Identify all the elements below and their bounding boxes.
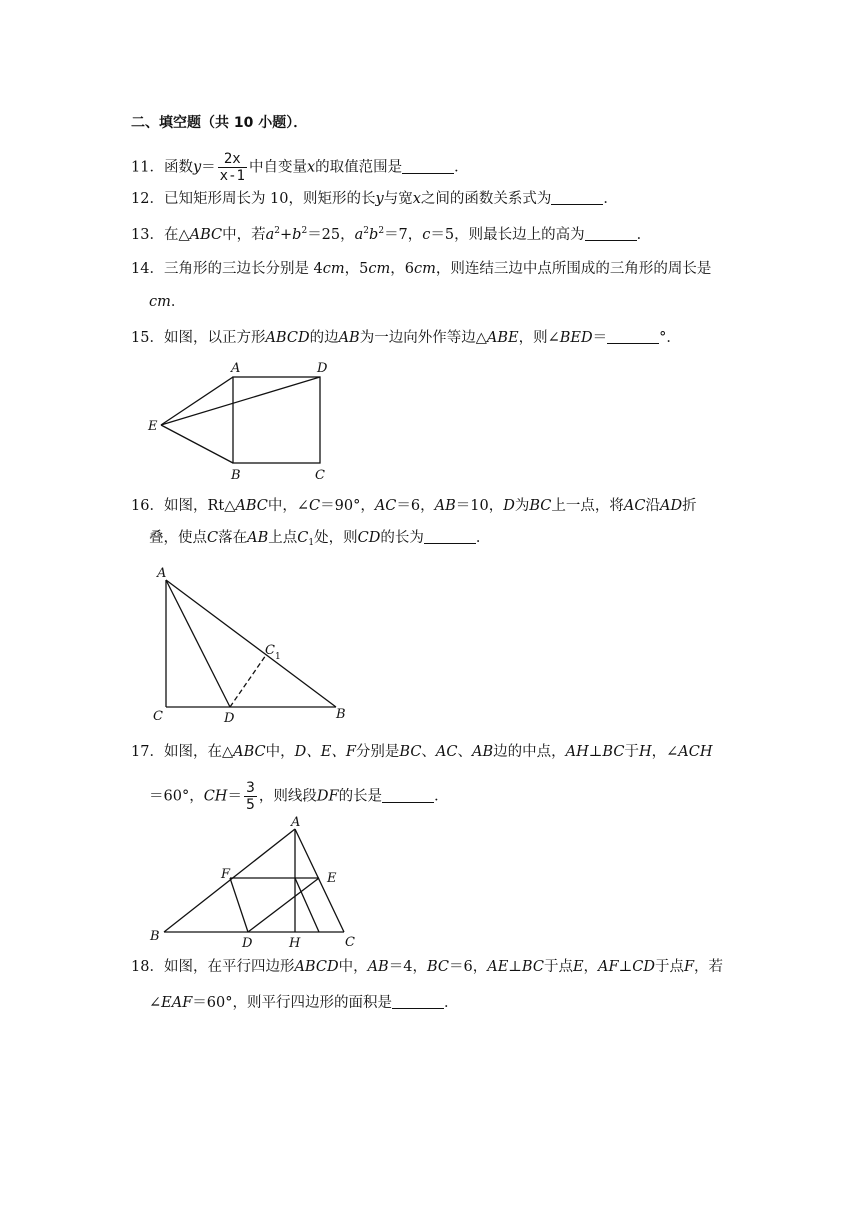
q17-ah: AH	[565, 744, 589, 760]
question-14-line2	[149, 292, 185, 312]
q16-text: 如图，Rt△	[163, 498, 236, 514]
question-16-line2	[149, 528, 490, 548]
q15-answer-blank[interactable]	[607, 329, 659, 344]
q16-c1: C	[297, 530, 309, 546]
q17-def: D、E、F	[294, 744, 356, 760]
q17-frac-num: 3	[245, 780, 255, 796]
fig17-segment-internal	[295, 878, 319, 932]
q18-end: ．	[443, 995, 459, 1011]
q13-b: b	[292, 227, 302, 243]
q12-answer-blank[interactable]	[551, 190, 603, 205]
q15-t1: 的边	[309, 330, 339, 346]
figure-16-right-triangle	[148, 562, 358, 727]
q15-end: °．	[659, 330, 681, 346]
q14-end: ．	[170, 294, 186, 310]
q18-l2b: ＝60°，则平行四边形的面积是	[192, 995, 392, 1011]
figure-15-square-triangle	[140, 355, 340, 485]
q11-frac-den: x-1	[219, 168, 245, 184]
q16-end: ．	[475, 530, 491, 546]
q11-end: ．	[454, 159, 469, 176]
fig17-label-F: F	[221, 867, 231, 882]
q11-eq: ＝	[201, 159, 216, 176]
q12-mid: 与宽	[383, 191, 413, 207]
q13-abc: ABC	[189, 227, 223, 243]
question-12	[131, 189, 618, 209]
q11-var-x: x	[306, 159, 316, 176]
q13-sup: 2	[378, 226, 385, 236]
fig15-side-EA	[161, 377, 233, 425]
q18-t1: 中，	[338, 959, 368, 975]
q11-fraction	[218, 151, 247, 184]
q17-t3: 边的中点，	[493, 744, 566, 760]
q18-e: E	[572, 959, 584, 975]
fig15-side-EB	[161, 425, 233, 463]
q12-var-x: x	[412, 191, 421, 207]
fig17-label-A: A	[291, 815, 301, 830]
q17-l2c: ，则线段	[258, 788, 317, 805]
q16-t3: ＝6，	[396, 498, 435, 514]
q16-ac: AC	[374, 498, 397, 514]
q11-number: 11．	[131, 159, 164, 176]
q13-a: a	[354, 227, 364, 243]
fig17-segment-DE	[248, 878, 319, 932]
q16-ac: AC	[623, 498, 646, 514]
q13-c: c	[422, 227, 431, 243]
q18-t5: 于点	[654, 959, 684, 975]
fig16-side-AB	[166, 580, 336, 707]
q13-number: 13．	[131, 227, 164, 243]
q17-h: H	[638, 744, 652, 760]
q11-post: 的取值范围是	[315, 159, 403, 176]
q15-text: 如图，以正方形	[163, 330, 266, 346]
fig16-segment-AD	[166, 580, 230, 707]
q17-t2: 分别是	[355, 744, 400, 760]
q16-c1-sub: 1	[308, 538, 315, 548]
q16-answer-blank[interactable]	[424, 529, 476, 544]
fig15-segment-ED	[161, 377, 320, 425]
q16-t8: 折	[682, 498, 697, 514]
q16-bc: BC	[529, 498, 552, 514]
q14-unit: cm	[322, 261, 345, 277]
q18-t4: ⊥	[618, 959, 633, 975]
q17-t5: 于	[624, 744, 639, 760]
fig16-label-A: A	[157, 566, 167, 581]
q17-ab: AB	[472, 744, 494, 760]
q18-eaf: EAF	[161, 995, 193, 1011]
q16-cd: CD	[357, 530, 381, 546]
q17-bc: BC	[399, 744, 422, 760]
q13-a: a	[265, 227, 275, 243]
q17-ch: CH	[203, 788, 228, 805]
q16-c: C	[207, 530, 219, 546]
q15-ab: AB	[338, 330, 360, 346]
q11-text: 函数	[163, 159, 193, 176]
q14-text: 三角形的三边长分别是 4	[163, 261, 323, 277]
q16-number: 16．	[131, 498, 164, 514]
q16-l2d: 处，则	[314, 530, 358, 546]
q18-bc: BC	[426, 959, 449, 975]
q16-t7: 沿	[645, 498, 660, 514]
q17-frac-den: 5	[245, 797, 255, 813]
fig17-label-H: H	[289, 936, 301, 951]
q17-l2d: 的长是	[338, 788, 383, 805]
fig15-label-B: B	[231, 468, 241, 483]
fig16-dashed-DC1	[230, 655, 266, 707]
q11-frac-num: 2x	[218, 151, 247, 168]
q17-t6: ，∠	[651, 744, 679, 760]
fig16-label-D: D	[224, 711, 235, 726]
q17-fraction	[244, 780, 257, 813]
q14-t2: ，6	[390, 261, 415, 277]
fig16-label-B: B	[336, 707, 346, 722]
q16-l2e: 的长为	[380, 530, 424, 546]
q14-unit: cm	[368, 261, 391, 277]
fig16-label-C1-sub: 1	[275, 652, 281, 662]
q13-b: b	[369, 227, 379, 243]
q13-t4: ＝5，则最长边上的高为	[430, 227, 585, 243]
q15-t2: 为一边向外作等边△	[359, 330, 487, 346]
fig15-label-C: C	[315, 468, 325, 483]
q18-af: AF	[598, 959, 619, 975]
q12-number: 12．	[131, 191, 164, 207]
q13-t3: ＝7，	[384, 227, 423, 243]
q13-answer-blank[interactable]	[585, 226, 637, 241]
q17-dot: 、	[457, 744, 472, 760]
q14-t1: ，5	[344, 261, 369, 277]
q16-ad: AD	[659, 498, 683, 514]
q16-l2c: 上点	[268, 530, 298, 546]
section-title: 二、填空题（共 10 小题）．	[131, 115, 308, 131]
fig17-label-E: E	[327, 871, 337, 886]
q14-unit: cm	[149, 294, 171, 310]
q17-l2b: ＝	[227, 788, 242, 805]
q17-ach: ACH	[678, 744, 713, 760]
q16-t2: ＝90°，	[320, 498, 375, 514]
q18-t7: ，若	[694, 959, 724, 975]
q18-text: 如图，在平行四边形	[163, 959, 295, 975]
q15-abe: ABE	[486, 330, 519, 346]
q12-end: ．	[603, 191, 618, 207]
q16-t6: 上一点，将	[551, 498, 624, 514]
q16-t5: 为	[514, 498, 530, 514]
fig15-label-D: D	[317, 361, 328, 376]
q16-l2b: 落在	[218, 530, 248, 546]
q17-df: DF	[316, 788, 339, 805]
fig16-label-C1: C	[265, 643, 275, 658]
q18-t6: ，	[583, 959, 599, 975]
fig17-segment-FD	[230, 878, 248, 932]
question-14	[131, 259, 711, 279]
q17-bc: BC	[602, 744, 625, 760]
fig16-label-C: C	[153, 709, 163, 724]
q17-dot: 、	[421, 744, 436, 760]
q16-d: D	[503, 498, 515, 514]
q12-post: 之间的函数关系式为	[420, 191, 552, 207]
q14-number: 14．	[131, 261, 164, 277]
q17-l2a: ＝60°，	[149, 788, 204, 805]
q17-abc: ABC	[233, 744, 266, 760]
q17-text: 如图，在△	[163, 744, 234, 760]
q18-ab: AB	[367, 959, 389, 975]
q15-number: 15．	[131, 330, 164, 346]
fig17-label-B: B	[150, 929, 160, 944]
q13-sup: 2	[274, 226, 280, 236]
q18-t5: 于点	[543, 959, 573, 975]
q15-abcd: ABCD	[265, 330, 310, 346]
q14-unit: cm	[414, 261, 436, 277]
q18-l2a: ∠	[149, 995, 162, 1011]
q18-answer-blank[interactable]	[392, 994, 444, 1009]
question-15	[131, 328, 681, 348]
q13-plus: +	[280, 227, 293, 243]
q15-bed: BED	[559, 330, 593, 346]
fig17-label-C: C	[345, 935, 355, 950]
q11-answer-blank[interactable]	[402, 159, 454, 174]
q11-mid: 中自变量	[248, 159, 307, 176]
q17-answer-blank[interactable]	[382, 788, 434, 803]
q16-t1: 中，∠	[267, 498, 310, 514]
fig17-label-D: D	[242, 936, 253, 951]
q16-ab: AB	[247, 530, 269, 546]
question-17-line2	[149, 780, 449, 813]
q15-t3: ，则∠	[518, 330, 560, 346]
q18-t3: ＝6，	[448, 959, 488, 975]
fig15-label-A: A	[231, 361, 241, 376]
q16-abc: ABC	[235, 498, 268, 514]
q18-t4: ⊥	[508, 959, 522, 975]
q18-ae: AE	[487, 959, 509, 975]
q17-t1: 中，	[265, 744, 295, 760]
q18-number: 18．	[131, 959, 164, 975]
q13-t1: 中，若	[222, 227, 266, 243]
q16-l2a: 叠，使点	[149, 530, 207, 546]
figure-17-triangle-midpoints	[144, 812, 369, 952]
question-18	[131, 957, 723, 977]
q12-var-y: y	[375, 191, 384, 207]
q18-f: F	[683, 959, 695, 975]
q18-cd: CD	[632, 959, 655, 975]
q14-post: ，则连结三边中点所围成的三角形的周长是	[435, 261, 712, 277]
question-18-line2	[149, 993, 458, 1013]
question-16	[131, 496, 697, 516]
q15-t4: ＝	[592, 330, 608, 346]
q11-var-y: y	[192, 159, 202, 176]
q16-ab: AB	[434, 498, 456, 514]
q17-number: 17．	[131, 744, 164, 760]
q17-end: ．	[434, 788, 449, 805]
q13-end: ．	[636, 227, 652, 243]
question-13	[131, 225, 651, 245]
q12-text: 已知矩形周长为 10，则矩形的长	[163, 191, 376, 207]
q13-text: 在△	[163, 227, 190, 243]
q17-ac: AC	[435, 744, 458, 760]
question-17	[131, 742, 712, 762]
q13-sup: 2	[363, 226, 370, 236]
fig17-side-AC	[295, 829, 344, 932]
q16-c: C	[309, 498, 321, 514]
q18-abcd: ABCD	[294, 959, 339, 975]
question-11	[131, 151, 469, 184]
q16-t4: ＝10，	[455, 498, 504, 514]
fig15-label-E: E	[148, 419, 158, 434]
q13-t2: ＝25，	[307, 227, 355, 243]
q18-bc: BC	[521, 959, 544, 975]
q17-t4: ⊥	[588, 744, 603, 760]
q18-t2: ＝4，	[388, 959, 427, 975]
q13-sup: 2	[301, 226, 308, 236]
